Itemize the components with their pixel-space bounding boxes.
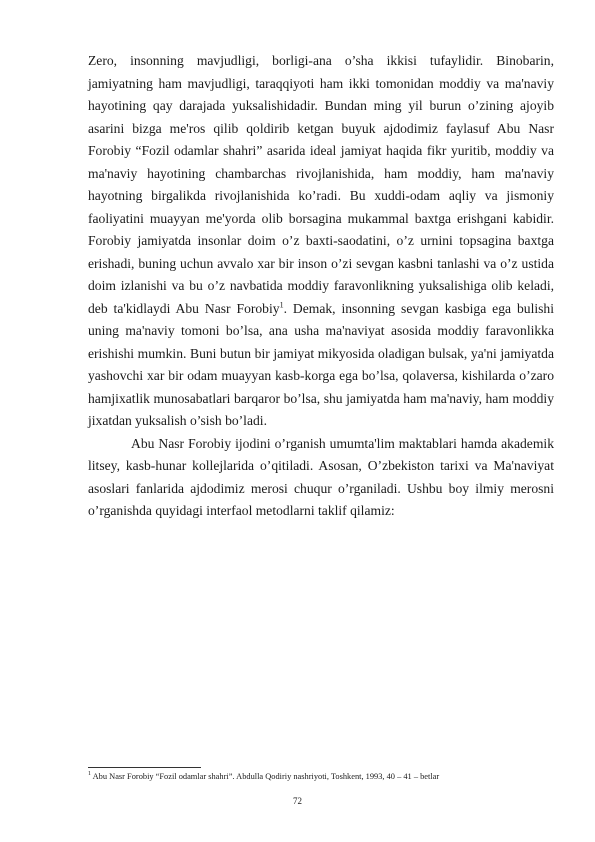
paragraph-1-text: Zero, insonning mavjudligi, borligi-ana o’sha ikkisi tufaylidir. Binobarin, jamiyatning ham mavjudligi, taraqqiyoti ham ikki tomonidan moddiy va ma'naviy hayotining qay darajada yuksalishidadir. Bundan ming yil burun o’zining ajoyib asarini bizga me'ros qilib qoldirib ketgan buyuk ajdodimiz faylasuf Abu Nasr Forobiy “Fozil odamlar shahri” asarida ideal jamiyat haqida fikr yuritib, moddiy va ma'naviy hayotining chambarchas rivojlanishida, ham moddiy, ham ma'naviy hayotning birgalikda rivojlanishida ko’radi. Bu xuddi-odam aqliy va jismoniy faoliyatini muayyan me'yorda olib borsagina mukammal baxtga erishgani kabidir. Forobiy jamiyatda insonlar doim o’z baxti-saodatini, o’z urnini topsagina baxtga erishadi, buning uchun avvalo xar bir inson o’zi sevgan kasbni tanlashi va o’z ustida doim izlanishi va bu o’z navbatida moddiy faravonlikning yuksalishiga olib keladi, deb ta'kidlaydi Abu Nasr Forobiy — [88, 53, 554, 316]
body-text — [88, 50, 554, 523]
paragraph-2: Abu Nasr Forobiy ijodini o’rganish umumta'lim maktablari hamda akademik litsey, kasb-hunar kollejlarida o’qitiladi. Asosan, O’zbekiston tarixi va Ma'naviyat asoslari fanlarida ajdodimiz merosi chuqur o’rganiladi. Ushbu boy ilmiy merosni o’rganishda quyidagi interfaol metodlarni taklif qilamiz: — [88, 435, 554, 518]
paragraph-1 — [88, 50, 554, 433]
footnote-number: 1 — [88, 771, 91, 778]
footnote-text: Abu Nasr Forobiy “Fozil odamlar shahri”. Abdulla Qodiriy nashriyoti, Toshkent, 1993, 40 – 41 – betlar — [91, 772, 440, 781]
page-number: 72 — [293, 796, 302, 806]
footnote-reference[interactable]: 1 — [279, 299, 284, 309]
footnote-divider — [88, 767, 201, 768]
paragraph-1-continuation: . Demak, insonning sevgan kasbiga ega bulishi uning ma'naviy tomoni bo’lsa, ana usha ma'naviyat asosida moddiy faravonlikka erishishi mumkin. Buni butun bir jamiyat mikyosida oladigan bulsak, ya'ni jamiyatda yashovchi xar bir odam muayyan kasb-korga ega bo’lsa, qolaversa, kishilarda o’zaro hamjixatlik munosabatlari barqaror bo’lsa, shu jamiyatda ham ma'naviy, ham moddiy jixatdan yuksalish o’sish bo’ladi. — [88, 300, 554, 428]
footnote — [88, 771, 558, 782]
